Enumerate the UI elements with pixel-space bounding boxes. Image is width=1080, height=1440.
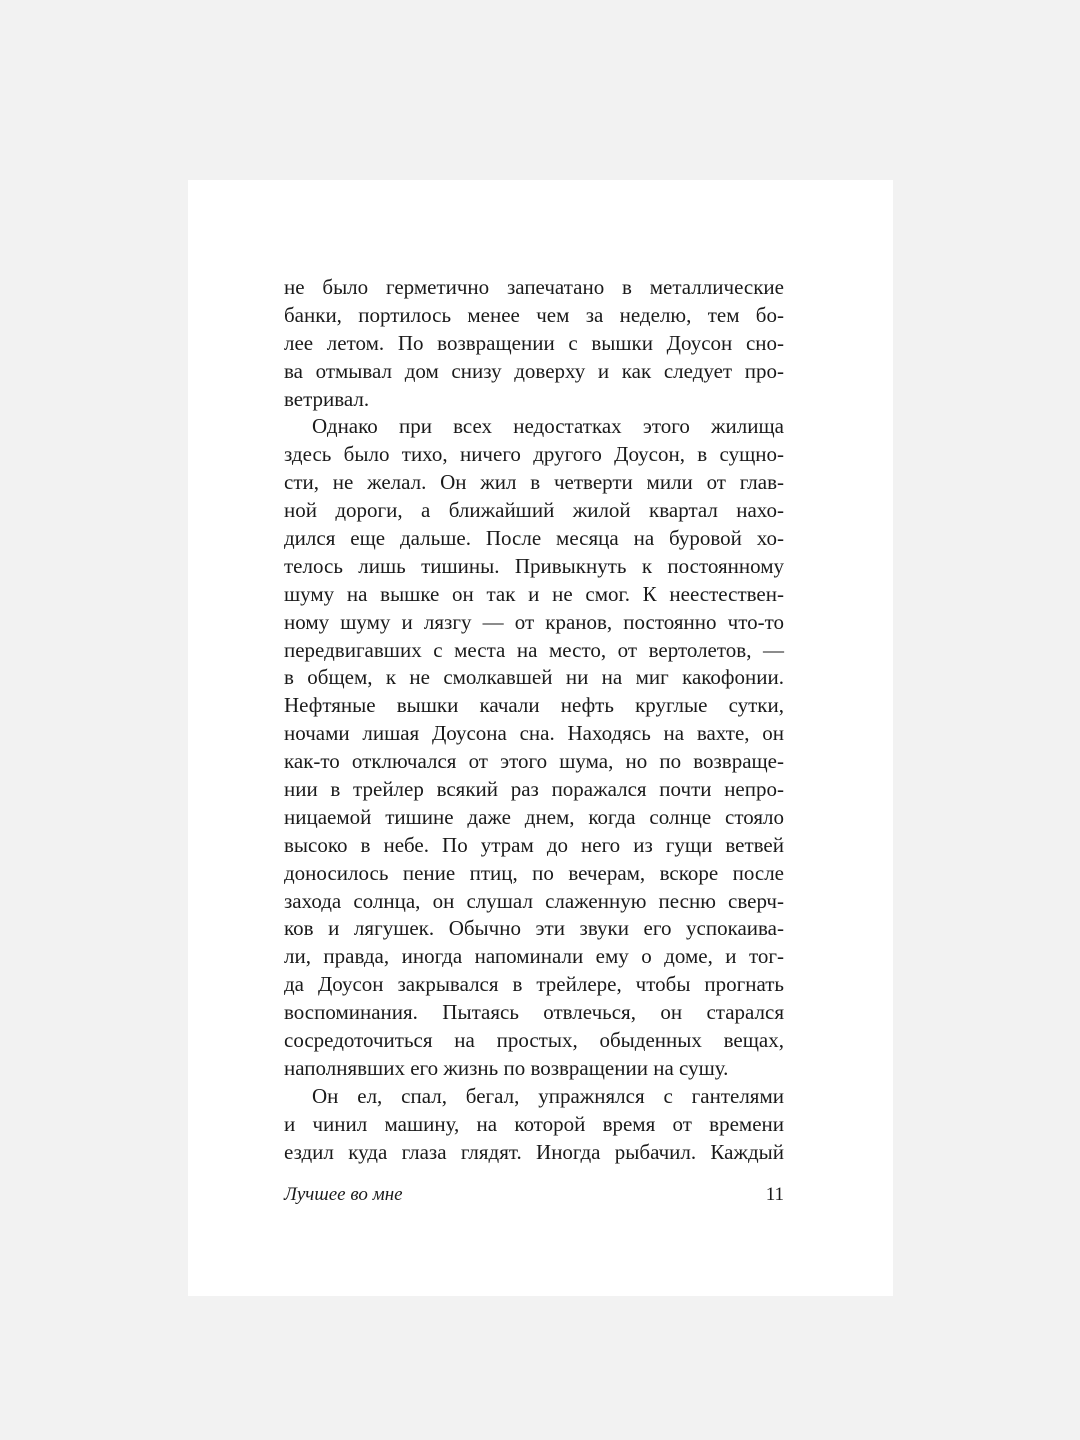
text-line: Однако при всех недостатках этого жилища xyxy=(312,414,784,439)
text-line: как-то отключался от этого шума, но по возвраще- xyxy=(284,749,784,774)
text-line: высоко в небе. По утрам до него из гущи ветвей xyxy=(284,832,784,857)
text-line: нии в трейлер всякий раз поражался почти непро- xyxy=(284,777,784,802)
text-line: дился еще дальше. После месяца на буровой хо- xyxy=(284,526,784,551)
text-line: шуму на вышке он так и не смог. К неестествен- xyxy=(284,581,784,606)
text-line: ночами лишая Доусона сна. Находясь на вахте, он xyxy=(284,721,784,746)
paragraph xyxy=(284,413,784,1082)
text-line: в общем, к не смолкавшей ни на миг какофонии. xyxy=(284,665,784,690)
text-line: ной дороги, а ближайший жилой квартал нахо- xyxy=(284,498,784,523)
text-line: Нефтяные вышки качали нефть круглые сутки, xyxy=(284,693,784,718)
text-line: телось лишь тишины. Привыкнуть к постоянному xyxy=(284,553,784,578)
text-line: сосредоточиться на простых, обыденных вещах, xyxy=(284,1028,784,1053)
text-line: ездил куда глаза глядят. Иногда рыбачил. Каждый xyxy=(284,1139,784,1164)
text-line: ному шуму и лязгу — от кранов, постоянно что-то xyxy=(284,609,784,634)
text-line: ветривал. xyxy=(284,386,370,411)
text-line: наполнявших его жизнь по возвращении на сушу. xyxy=(284,1055,729,1080)
text-line: ков и лягушек. Обычно эти звуки его успокаива- xyxy=(284,916,784,941)
text-line: ницаемой тишине даже днем, когда солнце стояло xyxy=(284,804,784,829)
text-line: ли, правда, иногда напоминали ему о доме, и тог- xyxy=(284,944,784,969)
text-line: и чинил машину, на которой время от времени xyxy=(284,1111,784,1136)
text-line: сти, не желал. Он жил в четверти мили от глав- xyxy=(284,470,784,495)
text-line: банки, портилось менее чем за неделю, тем бо- xyxy=(284,302,784,327)
page-number: 11 xyxy=(765,1184,784,1205)
book-page xyxy=(188,180,893,1296)
text-line: захода солнца, он слушал слаженную песню сверч- xyxy=(284,888,784,913)
text-line: воспоминания. Пытаясь отвлечься, он старался xyxy=(284,1000,784,1025)
text-line: здесь было тихо, ничего другого Доусон, в сущно- xyxy=(284,442,784,467)
text-line: не было герметично запечатано в металлические xyxy=(284,275,784,299)
running-title: Лучшее во мне xyxy=(284,1184,403,1205)
text-line: передвигавших с места на место, от вертолетов, — xyxy=(284,637,784,662)
text-line: да Доусон закрывался в трейлере, чтобы прогнать xyxy=(284,972,784,997)
body-text xyxy=(284,274,784,1167)
paragraph xyxy=(284,1083,784,1167)
paragraph xyxy=(284,274,784,413)
text-line: ва отмывал дом снизу доверху и как следует про- xyxy=(284,358,784,383)
text-line: Он ел, спал, бегал, упражнялся с гантелями xyxy=(312,1083,784,1108)
page-footer xyxy=(284,1184,784,1206)
text-line: доносилось пение птиц, по вечерам, вскоре после xyxy=(284,860,784,885)
text-line: лее летом. По возвращении с вышки Доусон сно- xyxy=(284,330,784,355)
